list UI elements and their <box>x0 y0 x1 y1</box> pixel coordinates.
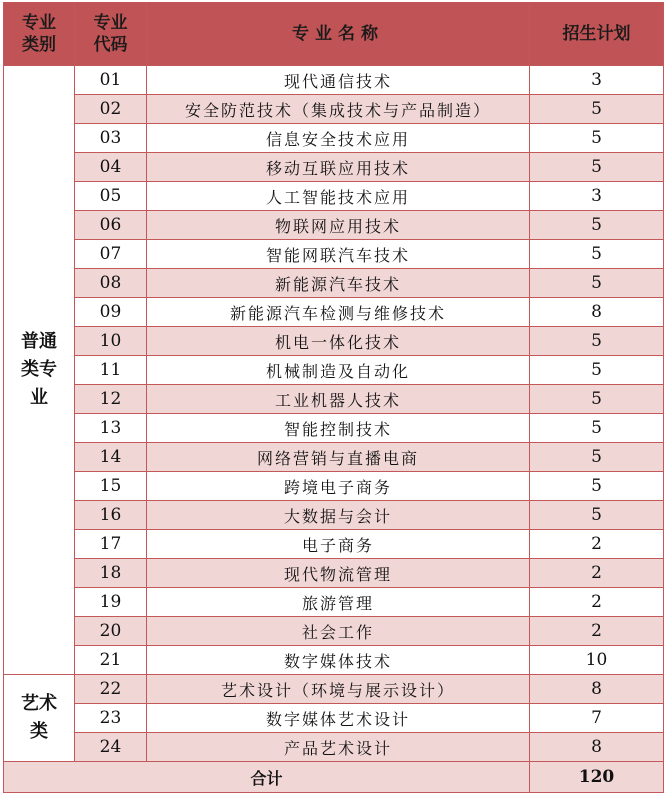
code-cell: 15 <box>75 472 147 501</box>
code-cell: 08 <box>75 269 147 298</box>
code-cell: 10 <box>75 327 147 356</box>
table-row <box>4 124 664 153</box>
code-cell: 18 <box>75 559 147 588</box>
code-cell: 21 <box>75 646 147 675</box>
category-cell <box>4 675 75 762</box>
code-cell: 24 <box>75 733 147 762</box>
name-cell: 数字媒体技术 <box>147 646 530 675</box>
table-row <box>4 95 664 124</box>
table-body <box>4 66 664 793</box>
plan-cell: 5 <box>530 95 664 124</box>
code-cell: 07 <box>75 240 147 269</box>
category-header-text: 专业类别 <box>22 13 56 55</box>
table-row <box>4 182 664 211</box>
category-text: 普通类专业 <box>21 331 57 408</box>
plan-cell: 5 <box>530 211 664 240</box>
table-row <box>4 733 664 762</box>
header-row <box>4 3 664 66</box>
plan-cell: 2 <box>530 530 664 559</box>
table-row <box>4 530 664 559</box>
code-cell: 09 <box>75 298 147 327</box>
table-row <box>4 646 664 675</box>
table-row <box>4 385 664 414</box>
plan-cell: 5 <box>530 385 664 414</box>
code-cell: 11 <box>75 356 147 385</box>
table-row <box>4 153 664 182</box>
plan-cell: 5 <box>530 269 664 298</box>
plan-cell: 2 <box>530 588 664 617</box>
table-row <box>4 501 664 530</box>
name-cell: 社会工作 <box>147 617 530 646</box>
name-cell: 产品艺术设计 <box>147 733 530 762</box>
total-row <box>4 762 664 793</box>
plan-cell: 8 <box>530 733 664 762</box>
plan-cell: 7 <box>530 704 664 733</box>
plan-cell: 5 <box>530 153 664 182</box>
name-cell: 人工智能技术应用 <box>147 182 530 211</box>
code-cell: 05 <box>75 182 147 211</box>
name-cell: 数字媒体艺术设计 <box>147 704 530 733</box>
plan-cell: 5 <box>530 124 664 153</box>
plan-cell: 8 <box>530 675 664 704</box>
name-cell: 旅游管理 <box>147 588 530 617</box>
code-cell: 14 <box>75 443 147 472</box>
plan-cell: 2 <box>530 559 664 588</box>
code-cell: 06 <box>75 211 147 240</box>
code-cell: 13 <box>75 414 147 443</box>
category-header <box>4 3 75 66</box>
plan-cell: 5 <box>530 327 664 356</box>
name-cell: 移动互联应用技术 <box>147 153 530 182</box>
table-row <box>4 443 664 472</box>
plan-header: 招生计划 <box>530 3 664 66</box>
code-cell: 19 <box>75 588 147 617</box>
table-row <box>4 472 664 501</box>
table-row <box>4 559 664 588</box>
code-header <box>75 3 147 66</box>
plan-cell: 5 <box>530 414 664 443</box>
code-cell: 03 <box>75 124 147 153</box>
name-cell: 网络营销与直播电商 <box>147 443 530 472</box>
name-cell: 跨境电子商务 <box>147 472 530 501</box>
name-cell: 新能源汽车检测与维修技术 <box>147 298 530 327</box>
code-cell: 04 <box>75 153 147 182</box>
code-cell: 12 <box>75 385 147 414</box>
name-cell: 机械制造及自动化 <box>147 356 530 385</box>
plan-cell: 3 <box>530 182 664 211</box>
name-cell: 艺术设计（环境与展示设计） <box>147 675 530 704</box>
code-cell: 23 <box>75 704 147 733</box>
enrollment-plan-table <box>3 2 664 793</box>
plan-cell: 3 <box>530 66 664 95</box>
table-row <box>4 269 664 298</box>
plan-cell: 5 <box>530 472 664 501</box>
name-cell: 新能源汽车技术 <box>147 269 530 298</box>
plan-cell: 5 <box>530 240 664 269</box>
table-row <box>4 240 664 269</box>
name-cell: 电子商务 <box>147 530 530 559</box>
table-row <box>4 414 664 443</box>
code-cell: 16 <box>75 501 147 530</box>
table-row <box>4 327 664 356</box>
code-cell: 01 <box>75 66 147 95</box>
table-row <box>4 211 664 240</box>
plan-cell: 5 <box>530 356 664 385</box>
table-row <box>4 675 664 704</box>
table-row <box>4 704 664 733</box>
code-cell: 20 <box>75 617 147 646</box>
plan-cell: 8 <box>530 298 664 327</box>
name-cell: 现代通信技术 <box>147 66 530 95</box>
category-cell <box>4 66 75 675</box>
code-header-text: 专业代码 <box>93 13 128 55</box>
table-row <box>4 617 664 646</box>
name-cell: 安全防范技术（集成技术与产品制造） <box>147 95 530 124</box>
code-cell: 22 <box>75 675 147 704</box>
name-cell: 智能网联汽车技术 <box>147 240 530 269</box>
code-cell: 17 <box>75 530 147 559</box>
total-value: 120 <box>530 762 664 793</box>
category-text: 艺术类 <box>21 693 57 742</box>
table-row <box>4 356 664 385</box>
name-header: 专业名称 <box>147 3 530 66</box>
plan-cell: 5 <box>530 501 664 530</box>
table-row <box>4 66 664 95</box>
table-row <box>4 298 664 327</box>
plan-cell: 2 <box>530 617 664 646</box>
code-cell: 02 <box>75 95 147 124</box>
name-cell: 智能控制技术 <box>147 414 530 443</box>
plan-cell: 5 <box>530 443 664 472</box>
plan-cell: 10 <box>530 646 664 675</box>
name-cell: 机电一体化技术 <box>147 327 530 356</box>
table-row <box>4 588 664 617</box>
name-cell: 大数据与会计 <box>147 501 530 530</box>
total-label: 合计 <box>4 762 530 793</box>
name-cell: 工业机器人技术 <box>147 385 530 414</box>
name-cell: 现代物流管理 <box>147 559 530 588</box>
name-cell: 信息安全技术应用 <box>147 124 530 153</box>
name-cell: 物联网应用技术 <box>147 211 530 240</box>
